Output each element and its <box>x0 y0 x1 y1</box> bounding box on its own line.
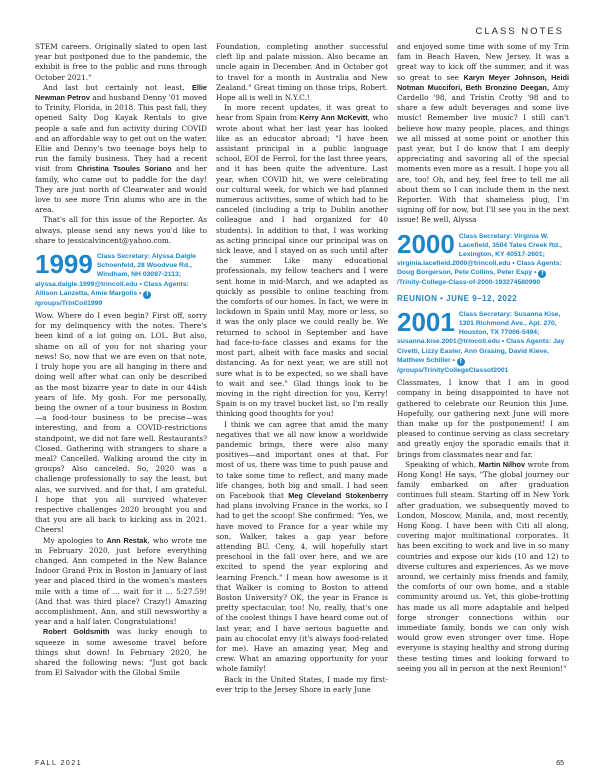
column-2 <box>216 42 388 695</box>
paragraph: Speaking of which, Martin Nilhov wrote from Hong Kong! He says, "The global journey our family embarked on after graduation continues full steam. Starting off in New York after graduation, we subsequently moved to London, Moscow, Manila, and, most recently, Hong Kong. I have been with Citi all along, covering major multinational corporates. It has been exciting to work and live in so many countries and expose our kids (10 and 12) to diverse cultures and experiences. As we move around, we certainly miss friends and family, the comforts of our own home, and a stable community around us. Yet, this globe-trotting has made us all more adaptable and helped forge stronger connections within our immediate family, bonds we can only wish would grow even stronger over time. Hope everyone is staying healthy and strong during these testing times and looking forward to seeing you all in person at the next Reunion!" <box>397 459 569 673</box>
class-year: 1999 <box>35 249 93 280</box>
class-heading-1999 <box>35 249 207 308</box>
paragraph: STEM careers. Originally slated to open last year but postponed due to the pandemic, the exhibit is free to the public and runs through October 2021." <box>35 42 207 82</box>
page-number: 65 <box>556 760 564 767</box>
facebook-group-link[interactable]: /groups/TrinityCollegeClassof2001 <box>397 366 509 374</box>
paragraph: That's all for this issue of the Reporter. As always, please send any news you'd like to share to jessicalvincent@yahoo.com. <box>35 215 207 245</box>
facebook-group-link[interactable]: /groups/TrinColl1999 <box>35 299 103 307</box>
paragraph: Classmates, I know that I am in good company in being disappointed to have not gathered to celebrate our Reunion this June. Hopefully, our gathering next June will more than make up for the postponement! I am pleased to continue serving as class secretary and greatly enjoy the sporadic emails that it brings from classmates near and far. <box>397 378 569 459</box>
class-heading-2000 <box>397 228 569 288</box>
facebook-icon: f <box>538 270 546 278</box>
paragraph: My apologies to Ann Restak, who wrote me in February 2020, just before everything changed. Ann competed in the New Balance Indoor Grand Prix in Boston in January of last year and placed third in the women's masters mile with a time of ... wait for it ... 5:27.59! (And that was third place? Crazy!) Amazing accomplishment, Ann, and still newsworthy a year and a half later. Congratulations! <box>35 535 207 627</box>
class-heading-2001 <box>397 306 569 375</box>
paragraph: I think we can agree that amid the many negatives that we all now know a worldwide pandemic brings, there were also many positives—and important ones at that. For most of us, there was time to push pause and to take some time to reflect, and many made life changes, both big and small. I had seen on Facebook that Meg Cleveland Stokenberry had plans involving France in the works, so I had to get the scoop! She confirmed: "Yes, we have moved to France for a year while my son, Walker, takes a gap year before attending BU. Ceny, 4, will hopefully start preschool in the fall over here, and we are excited to spend the year exploring and learning French." I mean how awesome is it that Walker is coming to Boston to attend Boston University? OK, the year in France is pretty spectacular, too! No, really, that's one of the coolest things I have heard come out of last year, and I have serious baguette and pain au chocolat envy (it's always food-related for me). Have an amazing year, Meg and crew. What an amazing opportunity for your whole family! <box>216 419 389 674</box>
column-3 <box>397 42 569 674</box>
facebook-icon: f <box>457 358 465 366</box>
paragraph: And last but certainly not least, Ellie Newman Petrov and husband Denny '01 moved to Trinity, Florida, in 2018. This past fall, they opened Salty Dog Kayak Rentals to give people a safe and fun activity during COVID and an affordable way to get out on the water. Ellie and Denny's two teenage boys help to run the family business. They had a recent visit from Christina Tsoules Soriano and her family, who came out to paddle for the day! They are just north of Clearwater and would love to see more Trin alums who are in the area. <box>35 82 208 215</box>
page-header: CLASS NOTES <box>475 26 564 37</box>
column-1 <box>35 42 207 678</box>
class-secretary-info: Class Secretary: Virginia W. Lacefield, 3504 Tates Creek Rd., Lexington, KY 40517-2601; virginia.lacefield.2000@trincoll.edu • Class Agents: Doug Borgerson, Pete Collins, Peter Espy • f/Trinity-College-Class-of-2000-193274580990 <box>397 232 562 287</box>
paragraph: Robert Goldsmith was lucky enough to squeeze in some awesome travel before things shut down! In February 2020, he shared the following news: "Just got back from El Salvador with the Global Smile <box>35 627 207 678</box>
class-year: 2000 <box>397 228 455 259</box>
class-secretary-info: Class Secretary: Susanna Kise, 1301 Richmond Ave., Apt. 270, Houston, TX 77006-5494; susanna.kise.2001@trincoll.edu • Class Agents: Jay Civetti, Lizzy Easter, Ann Grasing, David Kieve, Matthew Schiller • f/groups/TrinityCollegeClassof2001 <box>397 310 565 374</box>
paragraph: Foundation, completing another successful cleft lip and palate mission. Also became an uncle again in December. And in October got to travel for a month in Australia and New Zealand." Great timing on those trips, Robert. Hope all is well in N.Y.C.! <box>216 42 388 103</box>
paragraph: and enjoyed some time with some of my Trin fam in Beach Haven, New Jersey. It was a great way to kick off the summer, and it was so great to see Karyn Meyer Johnson, Heidi Notman Muccifori, Beth Bronzino Deegan, Amy Cardello '98, and Tristin Crotty '98 and to share a few adult beverages and some live music! Remember live music? I still can't believe how many people, places, and things we all missed at some point or another this past year, but I do know that I am deeply appreciating and savoring all of the special moments even more as a result. I hope you all are, too! Oh, and hey, feel free to tell me all about them so I can include them in the next Reporter. With that shameless plug, I'm signing off for now, but I'll see you in the next issue! Be well, Alyssa <box>397 42 569 225</box>
facebook-group-link[interactable]: /Trinity-College-Class-of-2000-193274580990 <box>397 279 541 287</box>
class-year: 2001 <box>397 306 455 337</box>
class-secretary-info: Class Secretary: Alyssa Daigle Schoenfeld, 28 Woodvue Rd., Windham, NH 03087-2113; alyssa.daigle.1999@trincoll.edu • Class Agents: Allison Lanzetta, Amie Margolis • f/groups/TrinColl1999 <box>35 253 196 307</box>
paragraph: Back in the United States, I made my first-ever trip to the Jersey Shore in early June <box>216 674 388 694</box>
reunion-banner: REUNION • JUNE 9–12, 2022 <box>397 293 518 303</box>
paragraph: Wow. Where do I even begin? First off, sorry for my delinquency with the notes. There's been kind of a lot going on. LOL. But also, shame on all of you for not sharing your news! So, now that we are even on that note, I truly hope you are all hanging in there and doing well after what can only be described as the most bizarre year to date in our 44ish years of life. My gosh. For me personally, being the owner of a tour business in Boston—a food-tour business to be precise—was interesting, and from a COVID-restrictions standpoint, we did not fare well. Restaurants? Closed. Gathering with strangers to share a meal? Cancelled. Walking around the city in groups? Also canceled. So, 2020 was a challenge professionally to say the least, but alas, we survived, and for that, I am grateful. I hope that you all survived whatever respective challenges 2020 brought you and that you are all back to kicking ass in 2021. Cheers! <box>35 311 207 535</box>
footer-issue: FALL 2021 <box>35 760 83 767</box>
facebook-icon: f <box>143 291 151 299</box>
paragraph: In more recent updates, it was great to hear from Spain from Kerry Ann McKevitt, who wrote about what her last year has looked like as an educator abroad: "I have been assistant principal in a public language school, EOI de Ferrol, for the last three years, and it has been quite the adventure. Last year, when COVID hit, we were celebrating our cultural week, for which we had planned numerous activities, some of which had to be canceled (including a trip to Dublin another colleague and I had organized for 40 students). In addition to that, I was working as acting principal since our principal was on sick leave, and I stayed on as such until after the summer. Like many educational professionals, my fellow teachers and I were sent home in mid-March, and we adapted as quickly as possible to online teaching from the comforts of our homes. In fact, we were in lockdown in Spain until May, more or less, so it was the only place we could really be. We returned to school in September and have had face-to-face classes and exams for the most part, albeit with face masks and social distancing. As for next year, we are still not sure what is to be expected, so we shall have to wait and see." Glad things look to be moving in the right direction for you, Kerry! Spain is on my travel bucket list, so I'm really thinking good thoughts for you! <box>216 103 388 419</box>
